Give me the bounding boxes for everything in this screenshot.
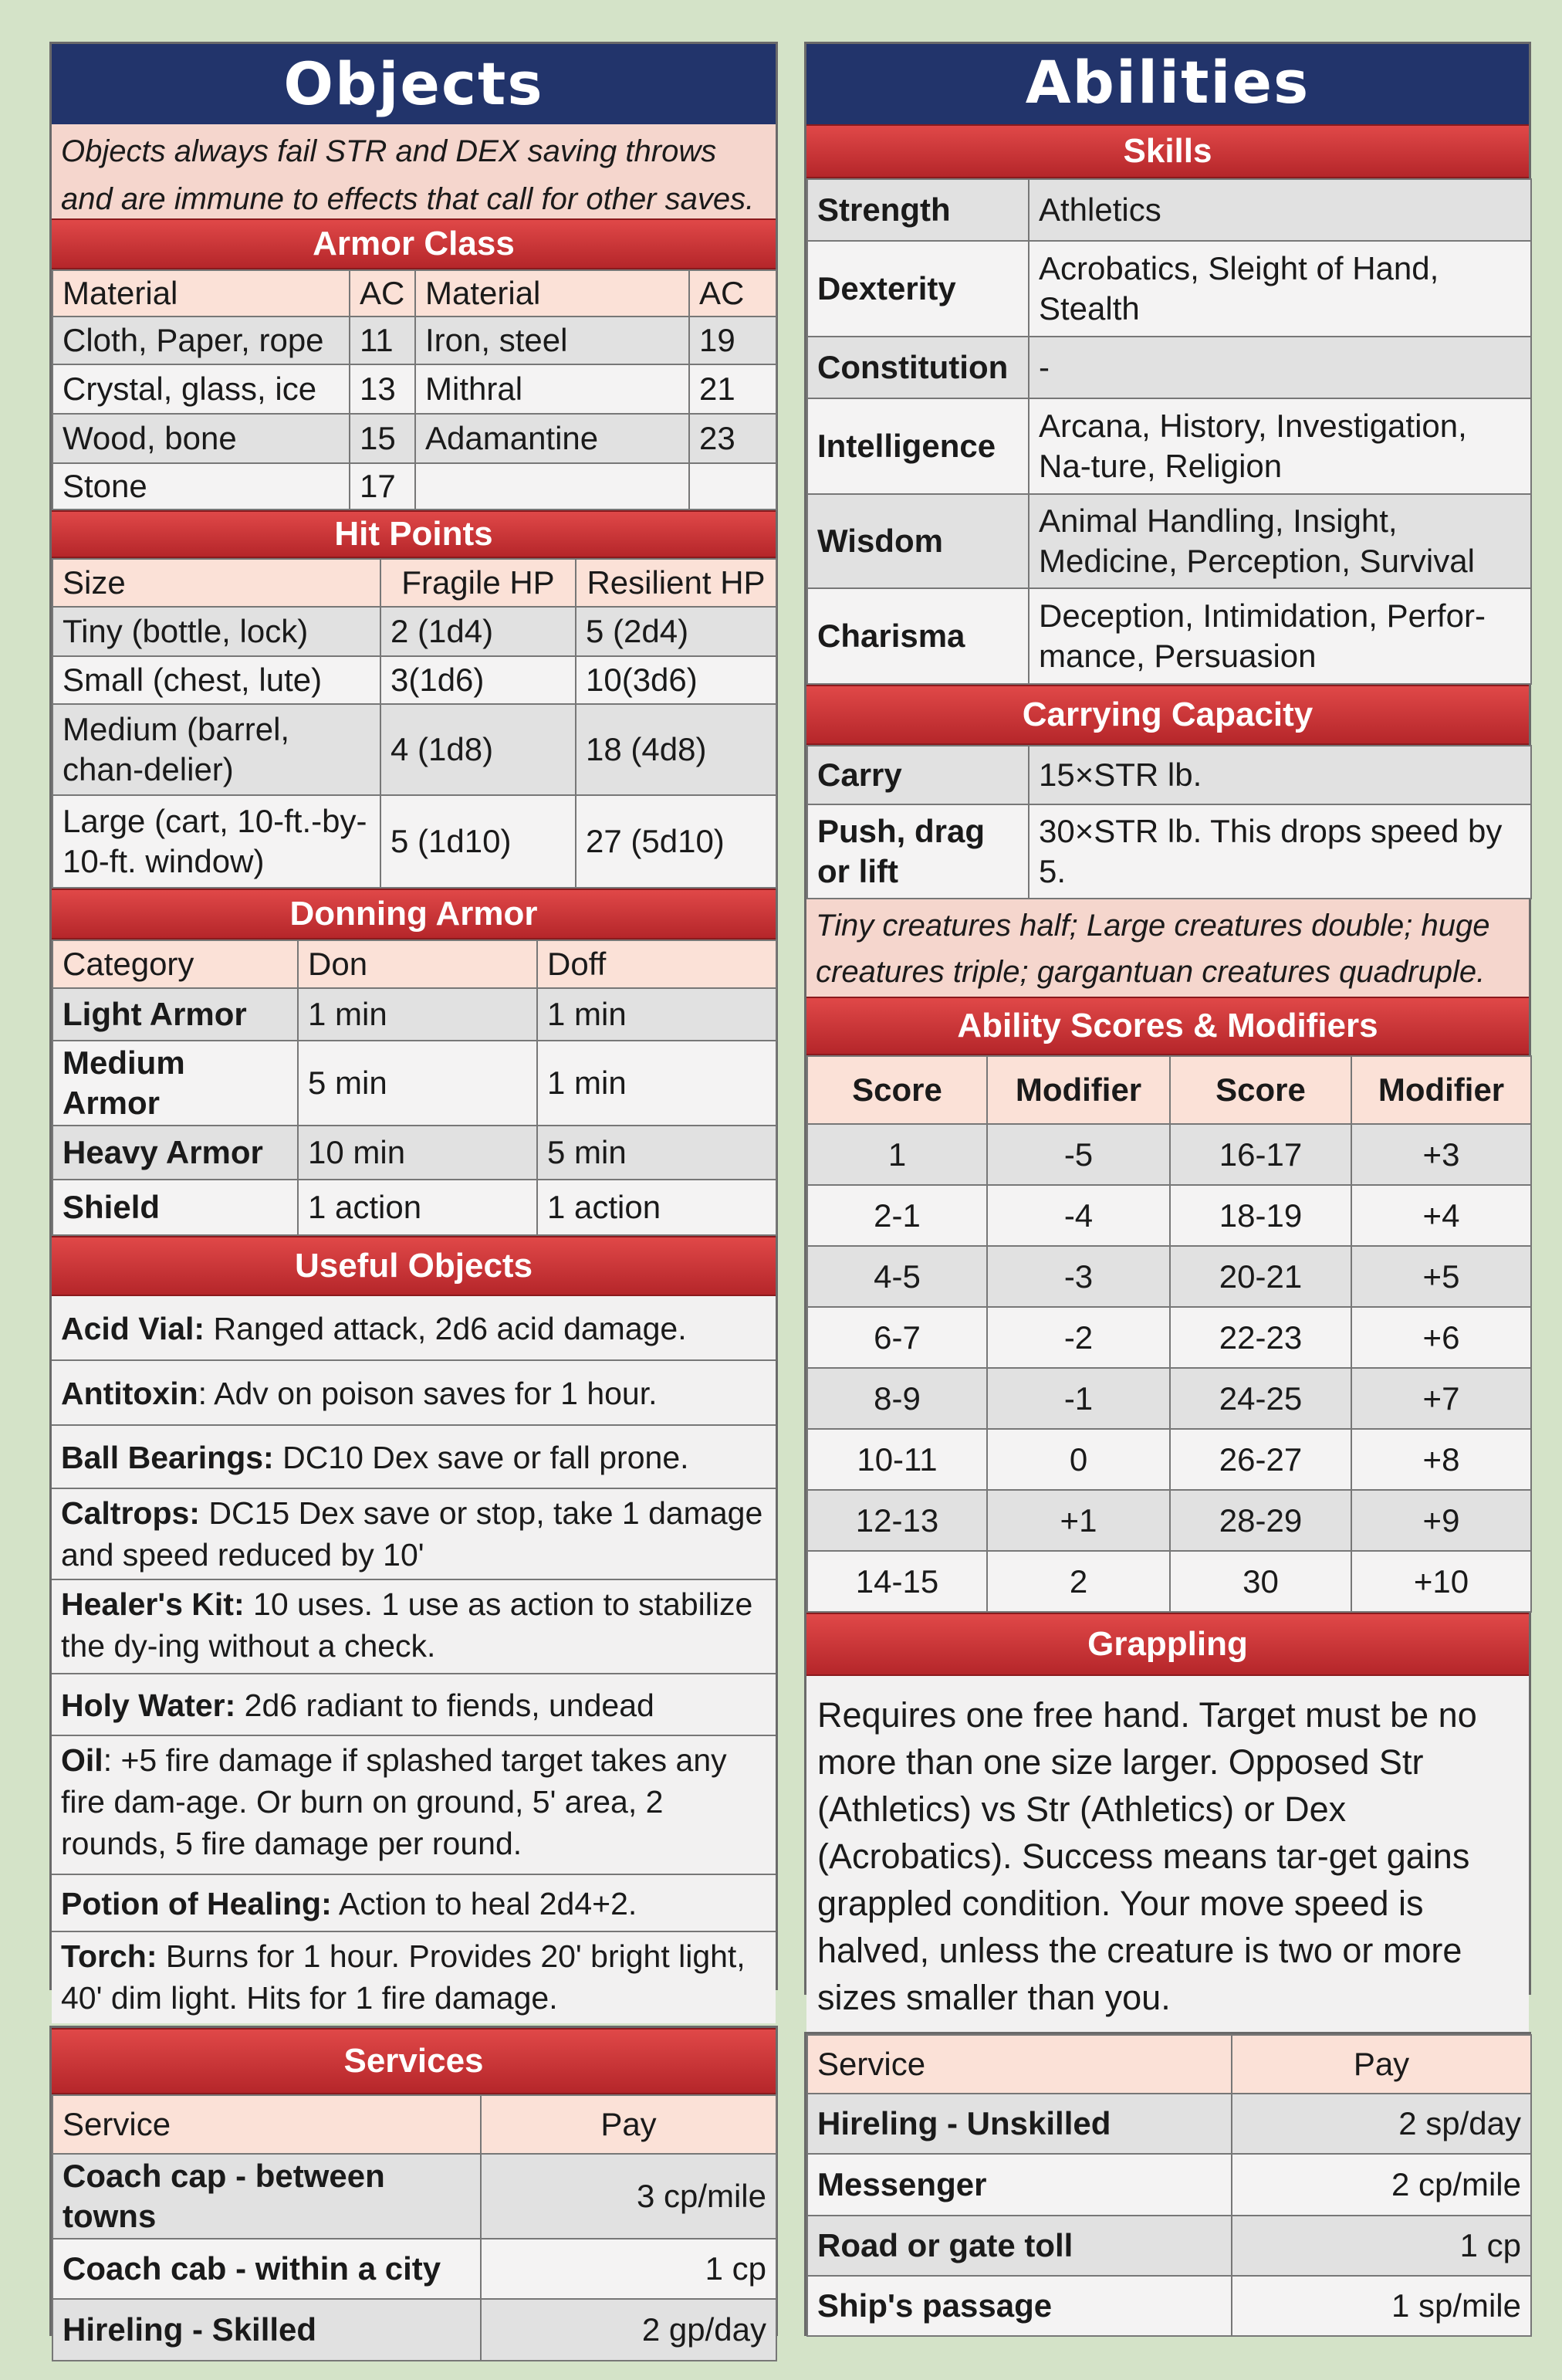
table-row	[807, 1429, 1531, 1490]
table-row	[807, 1185, 1531, 1246]
table-row	[52, 2239, 776, 2299]
item-text: : +5 fire damage if splashed target takes any fire dam-age. Or burn on ground, 5' area, 2 rounds, 5 fire damage per round.	[61, 1742, 727, 1861]
table-cell: Strength	[807, 179, 1029, 241]
table-cell: 2	[987, 1551, 1170, 1612]
services-right-panel	[804, 2032, 1531, 2336]
table-cell: 2 gp/day	[481, 2299, 776, 2361]
objects-note: Objects always fail STR and DEX saving throws and are immune to effects that call for other saves.	[52, 124, 776, 218]
header-cell: AC	[689, 270, 776, 317]
table-row	[807, 494, 1531, 588]
services-right-table	[806, 2034, 1532, 2337]
table-cell: Cloth, Paper, rope	[52, 317, 350, 364]
table-cell: 24-25	[1170, 1368, 1351, 1429]
item-text: DC15 Dex save or stop, take 1 damage and speed reduced by 10'	[61, 1495, 763, 1573]
table-cell: Adamantine	[415, 414, 689, 463]
table-cell: Medium Armor	[52, 1041, 298, 1126]
useful-object-item	[52, 1296, 776, 1361]
item-text: 10 uses. 1 use as action to stabilize the dy-ing without a check.	[61, 1586, 753, 1664]
table-cell: Deception, Intimidation, Perfor-mance, Persuasion	[1029, 588, 1531, 684]
table-cell: 1 action	[537, 1180, 776, 1235]
table-cell: -3	[987, 1246, 1170, 1307]
table-cell: -5	[987, 1124, 1170, 1185]
item-text: Burns for 1 hour. Provides 20' bright light, 40' dim light. Hits for 1 fire damage.	[61, 1938, 746, 2016]
table-row	[807, 1368, 1531, 1429]
table-row	[807, 2276, 1531, 2336]
carrying-capacity-table	[806, 745, 1532, 899]
armor-class-heading: Armor Class	[52, 218, 776, 269]
useful-object-item	[52, 1361, 776, 1426]
table-cell: 10(3d6)	[576, 656, 776, 704]
item-name: Antitoxin	[61, 1376, 198, 1411]
table-cell: 30×STR lb. This drops speed by 5.	[1029, 804, 1531, 899]
table-cell: 6-7	[807, 1307, 987, 1368]
table-cell: -1	[987, 1368, 1170, 1429]
table-row	[52, 704, 776, 795]
donning-armor-table	[52, 939, 777, 1236]
table-row	[52, 2299, 776, 2361]
header-cell: AC	[350, 270, 415, 317]
table-cell: Hireling - Unskilled	[807, 2094, 1232, 2154]
header-cell: Fragile HP	[380, 559, 576, 607]
table-row	[807, 1551, 1531, 1612]
table-cell: 1	[807, 1124, 987, 1185]
table-cell: 2 cp/mile	[1232, 2154, 1531, 2216]
table-header-row	[52, 559, 776, 607]
table-row	[52, 2154, 776, 2239]
table-cell: +5	[1351, 1246, 1531, 1307]
table-cell: Iron, steel	[415, 317, 689, 364]
table-cell: Wisdom	[807, 494, 1029, 588]
header-cell: Material	[415, 270, 689, 317]
table-cell: 2 sp/day	[1232, 2094, 1531, 2154]
carrying-capacity-heading: Carrying Capacity	[806, 685, 1529, 745]
table-cell: 23	[689, 414, 776, 463]
table-cell: 3(1d6)	[380, 656, 576, 704]
grappling-heading: Grappling	[806, 1613, 1529, 1676]
objects-title: Objects	[52, 44, 776, 124]
table-cell: 15	[350, 414, 415, 463]
header-cell: Doff	[537, 940, 776, 988]
table-cell: 30	[1170, 1551, 1351, 1612]
table-cell: -4	[987, 1185, 1170, 1246]
table-cell: 12-13	[807, 1490, 987, 1551]
table-cell: Tiny (bottle, lock)	[52, 607, 380, 656]
header-cell: Score	[807, 1056, 987, 1124]
header-cell: Modifier	[1351, 1056, 1531, 1124]
table-cell	[689, 463, 776, 510]
header-cell: Pay	[1232, 2035, 1531, 2094]
abilities-panel	[804, 42, 1531, 2017]
table-row	[52, 317, 776, 364]
header-cell: Resilient HP	[576, 559, 776, 607]
table-cell	[415, 463, 689, 510]
useful-objects-heading: Useful Objects	[52, 1236, 776, 1296]
table-cell: -	[1029, 337, 1531, 398]
table-row	[807, 337, 1531, 398]
skills-heading: Skills	[806, 124, 1529, 178]
table-row	[807, 2216, 1531, 2276]
services-left-panel	[49, 2026, 778, 2348]
item-text: : Adv on poison saves for 1 hour.	[198, 1376, 658, 1411]
table-cell: +6	[1351, 1307, 1531, 1368]
table-header-row	[807, 1056, 1531, 1124]
table-row	[52, 1041, 776, 1126]
table-cell: 19	[689, 317, 776, 364]
grappling-text: Requires one free hand. Target must be no more than one size larger. Opposed Str (Athletics) vs Str (Athletics) or Dex (Acrobatics). Success means tar-get gains grappled condition. Your move speed is halved, unless the creature is two or more sizes smaller than you.	[806, 1676, 1529, 2036]
table-cell: 1 min	[298, 988, 537, 1041]
table-row	[52, 414, 776, 463]
table-cell: Road or gate toll	[807, 2216, 1232, 2276]
table-cell: Acrobatics, Sleight of Hand, Stealth	[1029, 241, 1531, 337]
item-name: Ball Bearings:	[61, 1440, 274, 1475]
table-cell: Athletics	[1029, 179, 1531, 241]
table-cell: +1	[987, 1490, 1170, 1551]
item-text: Ranged attack, 2d6 acid damage.	[205, 1311, 687, 1346]
table-cell: Coach cab - within a city	[52, 2239, 481, 2299]
item-name: Oil	[61, 1742, 103, 1778]
table-cell: +7	[1351, 1368, 1531, 1429]
table-row	[52, 364, 776, 414]
carrying-note: Tiny creatures half; Large creatures double; huge creatures triple; gargantuan creatures quadruple.	[806, 899, 1529, 997]
header-cell: Pay	[481, 2095, 776, 2154]
item-name: Healer's Kit:	[61, 1586, 245, 1622]
table-cell: 13	[350, 364, 415, 414]
table-cell: 2 (1d4)	[380, 607, 576, 656]
useful-object-item	[52, 1932, 776, 2023]
item-name: Acid Vial:	[61, 1311, 205, 1346]
table-cell: 18-19	[1170, 1185, 1351, 1246]
useful-object-item	[52, 1580, 776, 1674]
table-cell: Wood, bone	[52, 414, 350, 463]
table-row	[807, 2094, 1531, 2154]
table-header-row	[52, 940, 776, 988]
table-cell: Light Armor	[52, 988, 298, 1041]
table-cell: 3 cp/mile	[481, 2154, 776, 2239]
table-row	[52, 1180, 776, 1235]
hit-points-table	[52, 558, 777, 889]
table-row	[52, 795, 776, 888]
item-name: Caltrops:	[61, 1495, 200, 1531]
table-header-row	[807, 2035, 1531, 2094]
useful-object-item	[52, 1489, 776, 1580]
hit-points-heading: Hit Points	[52, 510, 776, 558]
table-cell: +4	[1351, 1185, 1531, 1246]
table-row	[807, 1307, 1531, 1368]
table-cell: 18 (4d8)	[576, 704, 776, 795]
table-cell: Heavy Armor	[52, 1126, 298, 1180]
table-header-row	[52, 2095, 776, 2154]
table-cell: Large (cart, 10-ft.-by-10-ft. window)	[52, 795, 380, 888]
table-cell: Push, drag or lift	[807, 804, 1029, 899]
table-row	[807, 2154, 1531, 2216]
table-cell: Constitution	[807, 337, 1029, 398]
table-row	[52, 463, 776, 510]
table-cell: 0	[987, 1429, 1170, 1490]
item-text: 2d6 radiant to fiends, undead	[235, 1688, 654, 1723]
table-cell: 22-23	[1170, 1307, 1351, 1368]
table-cell: Ship's passage	[807, 2276, 1232, 2336]
item-name: Potion of Healing:	[61, 1886, 332, 1921]
table-cell: Coach cap - between towns	[52, 2154, 481, 2239]
table-row	[52, 1126, 776, 1180]
table-cell: Crystal, glass, ice	[52, 364, 350, 414]
header-cell: Don	[298, 940, 537, 988]
table-row	[807, 588, 1531, 684]
table-row	[807, 179, 1531, 241]
abilities-title: Abilities	[806, 44, 1529, 124]
table-row	[807, 1124, 1531, 1185]
table-cell: 20-21	[1170, 1246, 1351, 1307]
header-cell: Service	[52, 2095, 481, 2154]
table-cell: 27 (5d10)	[576, 795, 776, 888]
table-cell: 14-15	[807, 1551, 987, 1612]
table-cell: 21	[689, 364, 776, 414]
table-cell: Stone	[52, 463, 350, 510]
table-header-row	[52, 270, 776, 317]
header-cell: Service	[807, 2035, 1232, 2094]
header-cell: Material	[52, 270, 350, 317]
table-cell: Hireling - Skilled	[52, 2299, 481, 2361]
table-cell: 28-29	[1170, 1490, 1351, 1551]
useful-object-item	[52, 1875, 776, 1932]
table-row	[807, 804, 1531, 899]
item-name: Holy Water:	[61, 1688, 236, 1723]
table-cell: -2	[987, 1307, 1170, 1368]
table-row	[807, 398, 1531, 494]
table-row	[52, 988, 776, 1041]
table-row	[807, 1490, 1531, 1551]
table-cell: Charisma	[807, 588, 1029, 684]
table-cell: +8	[1351, 1429, 1531, 1490]
header-cell: Score	[1170, 1056, 1351, 1124]
header-cell: Category	[52, 940, 298, 988]
table-cell: +10	[1351, 1551, 1531, 1612]
objects-panel	[49, 42, 778, 2016]
table-cell: 5 (2d4)	[576, 607, 776, 656]
table-cell: 4-5	[807, 1246, 987, 1307]
useful-object-item	[52, 1736, 776, 1875]
table-cell: 26-27	[1170, 1429, 1351, 1490]
table-row	[52, 656, 776, 704]
skills-table	[806, 178, 1532, 685]
services-left-table	[52, 2094, 777, 2361]
table-row	[807, 746, 1531, 804]
table-cell: +3	[1351, 1124, 1531, 1185]
table-cell: Intelligence	[807, 398, 1029, 494]
item-text: Action to heal 2d4+2.	[331, 1886, 637, 1921]
table-cell: +9	[1351, 1490, 1531, 1551]
table-cell: 1 min	[537, 988, 776, 1041]
ability-scores-table	[806, 1055, 1532, 1613]
table-cell: 11	[350, 317, 415, 364]
services-heading: Services	[52, 2028, 776, 2094]
table-cell: Animal Handling, Insight, Medicine, Perception, Survival	[1029, 494, 1531, 588]
armor-class-table	[52, 269, 777, 510]
table-row	[807, 241, 1531, 337]
item-name: Torch:	[61, 1938, 157, 1974]
item-text: DC10 Dex save or fall prone.	[273, 1440, 689, 1475]
table-cell: Dexterity	[807, 241, 1029, 337]
table-cell: 1 cp	[1232, 2216, 1531, 2276]
table-cell: Carry	[807, 746, 1029, 804]
useful-object-item	[52, 1426, 776, 1489]
table-cell: 17	[350, 463, 415, 510]
table-cell: Shield	[52, 1180, 298, 1235]
ability-scores-heading: Ability Scores & Modifiers	[806, 997, 1529, 1055]
table-cell: Medium (barrel, chan-delier)	[52, 704, 380, 795]
table-cell: 1 cp	[481, 2239, 776, 2299]
table-cell: Arcana, History, Investigation, Na-ture, Religion	[1029, 398, 1531, 494]
table-cell: 5 (1d10)	[380, 795, 576, 888]
table-cell: 1 min	[537, 1041, 776, 1126]
table-cell: 2-1	[807, 1185, 987, 1246]
table-cell: 10-11	[807, 1429, 987, 1490]
header-cell: Modifier	[987, 1056, 1170, 1124]
table-cell: 1 action	[298, 1180, 537, 1235]
table-cell: Small (chest, lute)	[52, 656, 380, 704]
table-cell: 15×STR lb.	[1029, 746, 1531, 804]
header-cell: Size	[52, 559, 380, 607]
useful-object-item	[52, 1674, 776, 1736]
donning-armor-heading: Donning Armor	[52, 889, 776, 939]
table-cell: 5 min	[298, 1041, 537, 1126]
table-row	[807, 1246, 1531, 1307]
table-cell: 10 min	[298, 1126, 537, 1180]
table-cell: 5 min	[537, 1126, 776, 1180]
table-cell: Messenger	[807, 2154, 1232, 2216]
table-cell: 16-17	[1170, 1124, 1351, 1185]
table-row	[52, 607, 776, 656]
table-cell: Mithral	[415, 364, 689, 414]
table-cell: 1 sp/mile	[1232, 2276, 1531, 2336]
table-cell: 8-9	[807, 1368, 987, 1429]
table-cell: 4 (1d8)	[380, 704, 576, 795]
